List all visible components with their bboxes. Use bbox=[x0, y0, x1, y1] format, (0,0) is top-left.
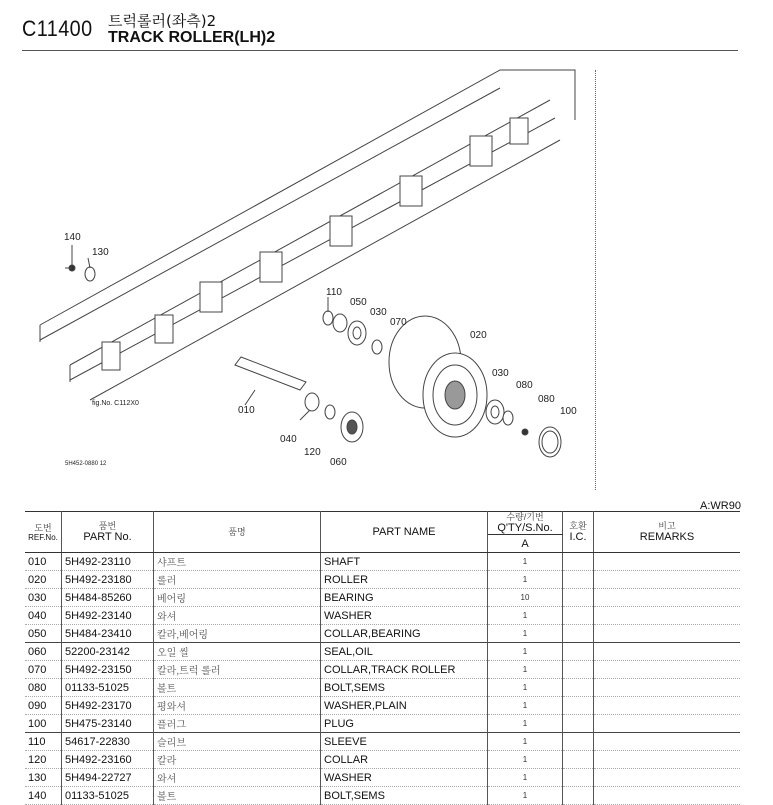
ref-no-cell: 050 bbox=[25, 625, 62, 643]
table-row bbox=[25, 571, 740, 589]
ref-no-cell: 010 bbox=[25, 553, 62, 571]
korean-name-cell: 롤러 bbox=[154, 571, 321, 589]
part-no-cell: 5H492-23160 bbox=[62, 751, 154, 769]
section-code: C11400 bbox=[22, 16, 93, 41]
part-no-cell: 5H492-23110 bbox=[62, 553, 154, 571]
remarks-cell bbox=[594, 679, 741, 697]
korean-name-cell: 칼라 bbox=[154, 751, 321, 769]
remarks-cell bbox=[594, 643, 741, 661]
interchange-cell bbox=[563, 679, 594, 697]
diagram-border-dashed bbox=[595, 70, 596, 490]
interchange-cell bbox=[563, 571, 594, 589]
callout-label: 040 bbox=[280, 434, 297, 445]
korean-name-cell: 슬리브 bbox=[154, 733, 321, 751]
col-remarks: 비고 REMARKS bbox=[594, 512, 741, 553]
part-name-cell: BOLT,SEMS bbox=[321, 787, 488, 805]
ref-no-cell: 130 bbox=[25, 769, 62, 787]
callout-label: 110 bbox=[326, 287, 342, 298]
ref-no-cell: 080 bbox=[25, 679, 62, 697]
remarks-cell bbox=[594, 715, 741, 733]
remarks-cell bbox=[594, 625, 741, 643]
callout-label: 130 bbox=[92, 247, 109, 258]
remarks-cell bbox=[594, 571, 741, 589]
korean-name-cell: 샤프트 bbox=[154, 553, 321, 571]
header-rule bbox=[22, 50, 738, 51]
remarks-cell bbox=[594, 751, 741, 769]
qty-cell: 1 bbox=[488, 733, 563, 751]
table-row bbox=[25, 589, 740, 607]
title-korean: 트럭롤러(좌측)2 bbox=[108, 12, 217, 30]
ref-no-cell: 140 bbox=[25, 787, 62, 805]
col-part-no: 품번 PART No. bbox=[62, 512, 154, 553]
interchange-cell bbox=[563, 787, 594, 805]
callout-label: 070 bbox=[390, 317, 407, 328]
qty-cell: 1 bbox=[488, 697, 563, 715]
interchange-cell bbox=[563, 751, 594, 769]
part-name-cell: COLLAR bbox=[321, 751, 488, 769]
part-name-cell: COLLAR,TRACK ROLLER bbox=[321, 661, 488, 679]
table-row bbox=[25, 769, 740, 787]
qty-cell: 1 bbox=[488, 607, 563, 625]
ref-no-cell: 060 bbox=[25, 643, 62, 661]
korean-name-cell: 평와셔 bbox=[154, 697, 321, 715]
ref-no-cell: 030 bbox=[25, 589, 62, 607]
part-name-cell: ROLLER bbox=[321, 571, 488, 589]
table-row bbox=[25, 625, 740, 643]
qty-cell: 1 bbox=[488, 571, 563, 589]
part-name-cell: SLEEVE bbox=[321, 733, 488, 751]
part-name-cell: BOLT,SEMS bbox=[321, 679, 488, 697]
table-row bbox=[25, 553, 740, 571]
qty-cell: 1 bbox=[488, 715, 563, 733]
col-interchange: 호환 I.C. bbox=[563, 512, 594, 553]
part-no-cell: 5H492-23150 bbox=[62, 661, 154, 679]
callout-label: 100 bbox=[560, 406, 577, 417]
korean-name-cell: 칼라,트럭 롤러 bbox=[154, 661, 321, 679]
col-part-name: PART NAME bbox=[321, 512, 488, 553]
callout-label: 120 bbox=[304, 447, 321, 458]
table-row bbox=[25, 787, 740, 805]
table-row bbox=[25, 643, 740, 661]
qty-cell: 1 bbox=[488, 661, 563, 679]
part-name-cell: WASHER,PLAIN bbox=[321, 697, 488, 715]
callout-label: 010 bbox=[238, 405, 255, 416]
remarks-cell bbox=[594, 553, 741, 571]
col-korean-name: 품명 bbox=[154, 512, 321, 553]
table-row bbox=[25, 697, 740, 715]
korean-name-cell: 와셔 bbox=[154, 769, 321, 787]
remarks-cell bbox=[594, 733, 741, 751]
part-no-cell: 54617-22830 bbox=[62, 733, 154, 751]
part-name-cell: SEAL,OIL bbox=[321, 643, 488, 661]
table-row bbox=[25, 715, 740, 733]
callout-label: 030 bbox=[370, 307, 387, 318]
interchange-cell bbox=[563, 697, 594, 715]
interchange-cell bbox=[563, 643, 594, 661]
table-row bbox=[25, 661, 740, 679]
ref-no-cell: 040 bbox=[25, 607, 62, 625]
korean-name-cell: 볼트 bbox=[154, 679, 321, 697]
part-no-cell: 01133-51025 bbox=[62, 679, 154, 697]
parts-table bbox=[25, 511, 740, 805]
interchange-cell bbox=[563, 589, 594, 607]
drawing-code: 5H452-0880 12 bbox=[65, 461, 107, 467]
qty-cell: 1 bbox=[488, 625, 563, 643]
part-no-cell: 5H494-22727 bbox=[62, 769, 154, 787]
interchange-cell bbox=[563, 769, 594, 787]
callout-label: 080 bbox=[538, 394, 555, 405]
table-row bbox=[25, 679, 740, 697]
part-no-cell: 01133-51025 bbox=[62, 787, 154, 805]
remarks-cell bbox=[594, 607, 741, 625]
part-no-cell: 5H484-23410 bbox=[62, 625, 154, 643]
ref-no-cell: 090 bbox=[25, 697, 62, 715]
ref-no-cell: 070 bbox=[25, 661, 62, 679]
callout-label: 080 bbox=[516, 380, 533, 391]
part-name-cell: BEARING bbox=[321, 589, 488, 607]
qty-cell: 10 bbox=[488, 589, 563, 607]
korean-name-cell: 오일 씰 bbox=[154, 643, 321, 661]
col-qty-sub: A bbox=[488, 535, 563, 553]
ref-no-cell: 110 bbox=[25, 733, 62, 751]
korean-name-cell: 칼라,베어링 bbox=[154, 625, 321, 643]
part-name-cell: WASHER bbox=[321, 607, 488, 625]
table-row bbox=[25, 733, 740, 751]
callout-label: 060 bbox=[330, 457, 347, 468]
exploded-parts-diagram bbox=[30, 60, 590, 480]
callout-label: 140 bbox=[64, 232, 81, 243]
part-name-cell: WASHER bbox=[321, 769, 488, 787]
interchange-cell bbox=[563, 607, 594, 625]
part-name-cell: SHAFT bbox=[321, 553, 488, 571]
interchange-cell bbox=[563, 733, 594, 751]
qty-cell: 1 bbox=[488, 679, 563, 697]
korean-name-cell: 볼트 bbox=[154, 787, 321, 805]
callout-label: 050 bbox=[350, 297, 367, 308]
remarks-cell bbox=[594, 769, 741, 787]
qty-cell: 1 bbox=[488, 787, 563, 805]
remarks-cell bbox=[594, 589, 741, 607]
remarks-cell bbox=[594, 787, 741, 805]
interchange-cell bbox=[563, 553, 594, 571]
korean-name-cell: 플러그 bbox=[154, 715, 321, 733]
part-name-cell: PLUG bbox=[321, 715, 488, 733]
title-english: TRACK ROLLER(LH)2 bbox=[108, 29, 276, 46]
qty-cell: 1 bbox=[488, 553, 563, 571]
fig-note: fig.No. C112X0 bbox=[92, 400, 139, 407]
part-no-cell: 5H484-85260 bbox=[62, 589, 154, 607]
part-name-cell: COLLAR,BEARING bbox=[321, 625, 488, 643]
ref-no-cell: 100 bbox=[25, 715, 62, 733]
qty-cell: 1 bbox=[488, 769, 563, 787]
korean-name-cell: 와셔 bbox=[154, 607, 321, 625]
ref-no-cell: 020 bbox=[25, 571, 62, 589]
col-ref-no: 도번 REF.No. bbox=[25, 512, 62, 553]
remarks-cell bbox=[594, 661, 741, 679]
table-row bbox=[25, 751, 740, 769]
korean-name-cell: 베어링 bbox=[154, 589, 321, 607]
remarks-cell bbox=[594, 697, 741, 715]
part-no-cell: 5H492-23170 bbox=[62, 697, 154, 715]
callout-label: 020 bbox=[470, 330, 487, 341]
sheet-reference: A:WR90 bbox=[700, 500, 741, 512]
part-no-cell: 52200-23142 bbox=[62, 643, 154, 661]
interchange-cell bbox=[563, 625, 594, 643]
interchange-cell bbox=[563, 715, 594, 733]
callout-label: 030 bbox=[492, 368, 509, 379]
qty-cell: 1 bbox=[488, 751, 563, 769]
table-row bbox=[25, 607, 740, 625]
col-qty: 수량/기번 Q'TY/S.No. bbox=[488, 512, 563, 535]
interchange-cell bbox=[563, 661, 594, 679]
ref-no-cell: 120 bbox=[25, 751, 62, 769]
qty-cell: 1 bbox=[488, 643, 563, 661]
part-no-cell: 5H492-23140 bbox=[62, 607, 154, 625]
part-no-cell: 5H475-23140 bbox=[62, 715, 154, 733]
part-no-cell: 5H492-23180 bbox=[62, 571, 154, 589]
